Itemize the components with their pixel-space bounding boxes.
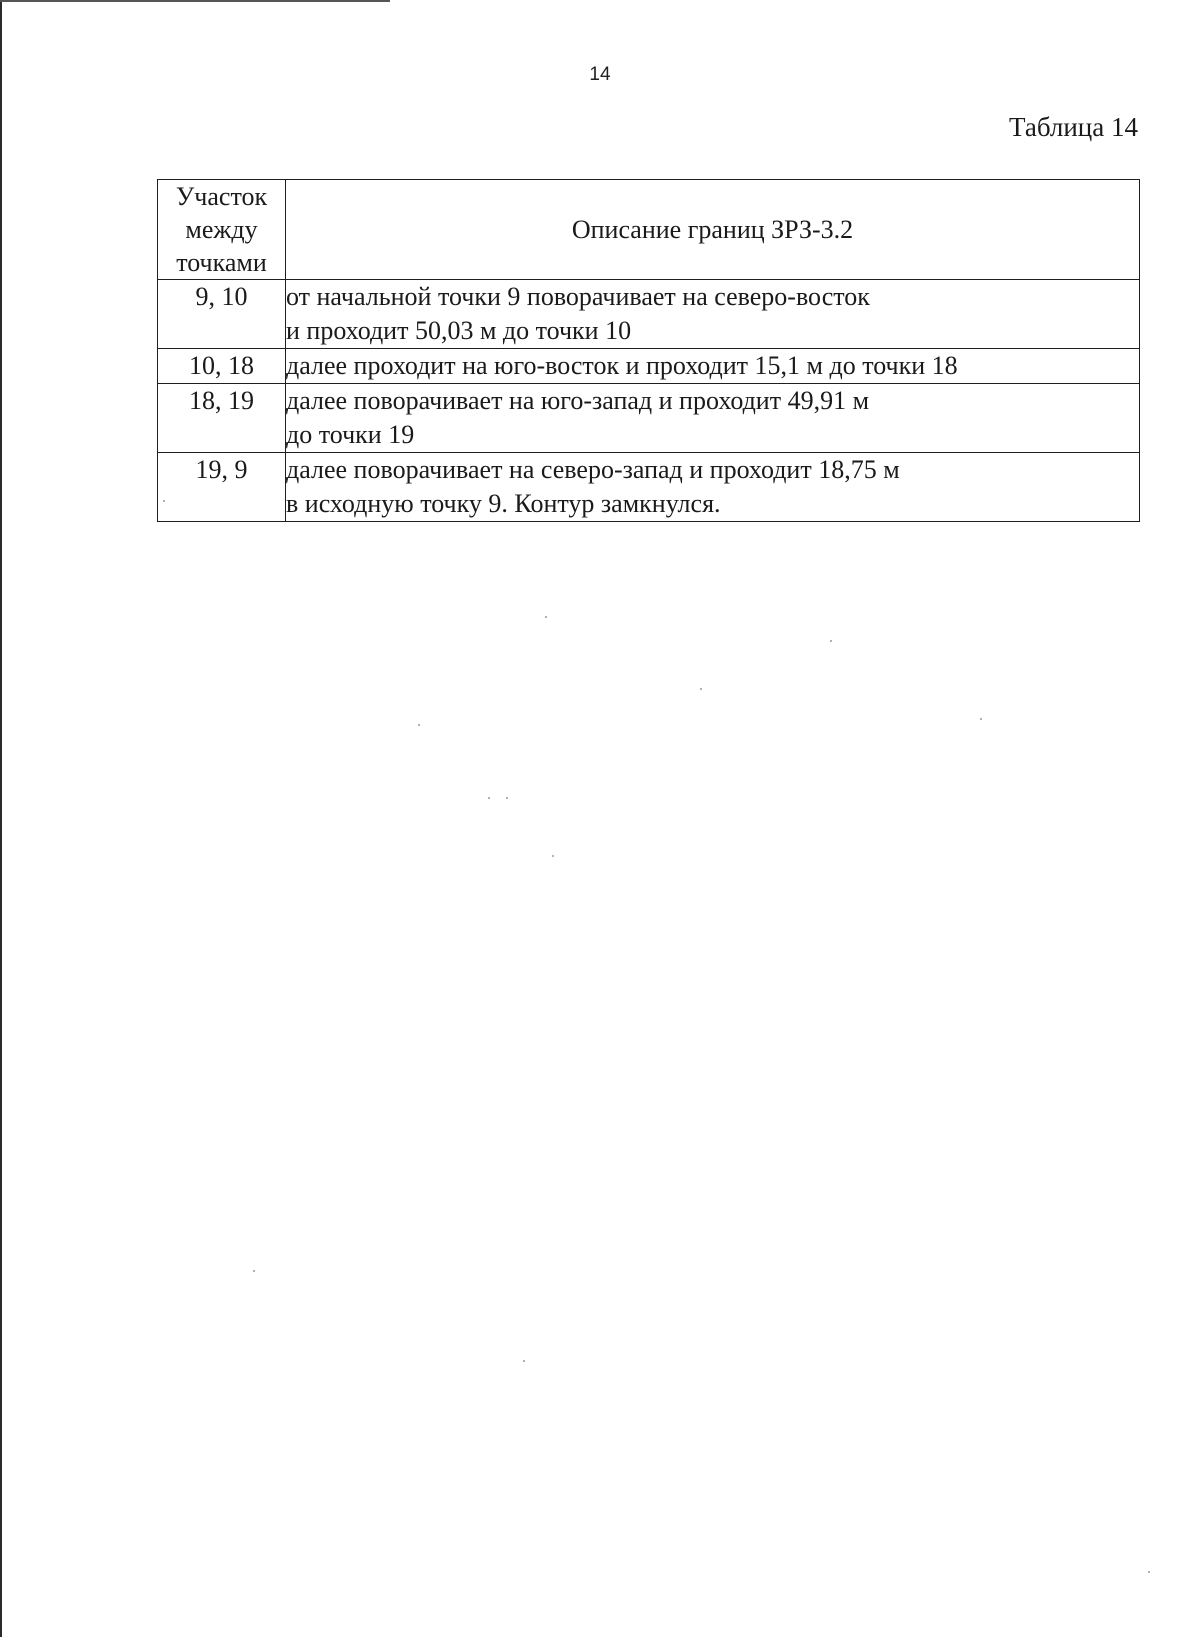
table-row	[158, 280, 1140, 349]
table-header-row	[158, 180, 1140, 280]
segment-cell: 10, 18	[158, 349, 286, 384]
scan-speck	[488, 797, 490, 799]
segment-cell: 19, 9	[158, 453, 286, 522]
header-segment-between-points	[158, 180, 286, 280]
scan-speck	[700, 688, 702, 690]
scan-speck	[830, 640, 832, 642]
description-line: до точки 19	[286, 420, 415, 449]
description-line: и проходит 50,03 м до точки 10	[286, 316, 632, 345]
scan-speck	[418, 724, 420, 726]
description-line: далее проходит на юго-восток и проходит 15,1 м до точки 18	[286, 351, 958, 380]
description-line: далее поворачивает на юго-запад и проходит 49,91 м	[286, 386, 870, 415]
segment-cell: 9, 10	[158, 280, 286, 349]
scan-speck	[1148, 1571, 1150, 1573]
scan-speck	[980, 718, 982, 720]
description-cell	[286, 349, 1140, 384]
header-segment-line: Участок	[175, 182, 268, 211]
header-segment-line: точками	[176, 248, 267, 277]
description-cell	[286, 453, 1140, 522]
scan-edge-left	[0, 0, 2, 1637]
segment-cell: 18, 19	[158, 384, 286, 453]
scan-speck	[545, 616, 547, 618]
scan-speck	[253, 1270, 255, 1272]
description-line: в исходную точку 9. Контур замкнулся.	[286, 489, 721, 518]
table-row	[158, 349, 1140, 384]
boundary-description-table	[157, 179, 1140, 522]
table-caption: Таблица 14	[1009, 112, 1138, 142]
table-row	[158, 453, 1140, 522]
header-boundary-description: Описание границ ЗРЗ-3.2	[286, 180, 1140, 280]
page-number: 14	[589, 64, 611, 85]
description-cell	[286, 384, 1140, 453]
description-line: далее поворачивает на северо-запад и проходит 18,75 м	[286, 455, 900, 484]
table-row	[158, 384, 1140, 453]
scan-speck	[552, 855, 554, 857]
scan-edge-top	[0, 0, 390, 2]
scan-speck	[523, 1360, 525, 1362]
header-segment-line: между	[185, 215, 258, 244]
description-cell	[286, 280, 1140, 349]
scan-speck	[163, 500, 165, 502]
scan-speck	[506, 797, 508, 799]
description-line: от начальной точки 9 поворачивает на северо-восток	[286, 282, 870, 311]
